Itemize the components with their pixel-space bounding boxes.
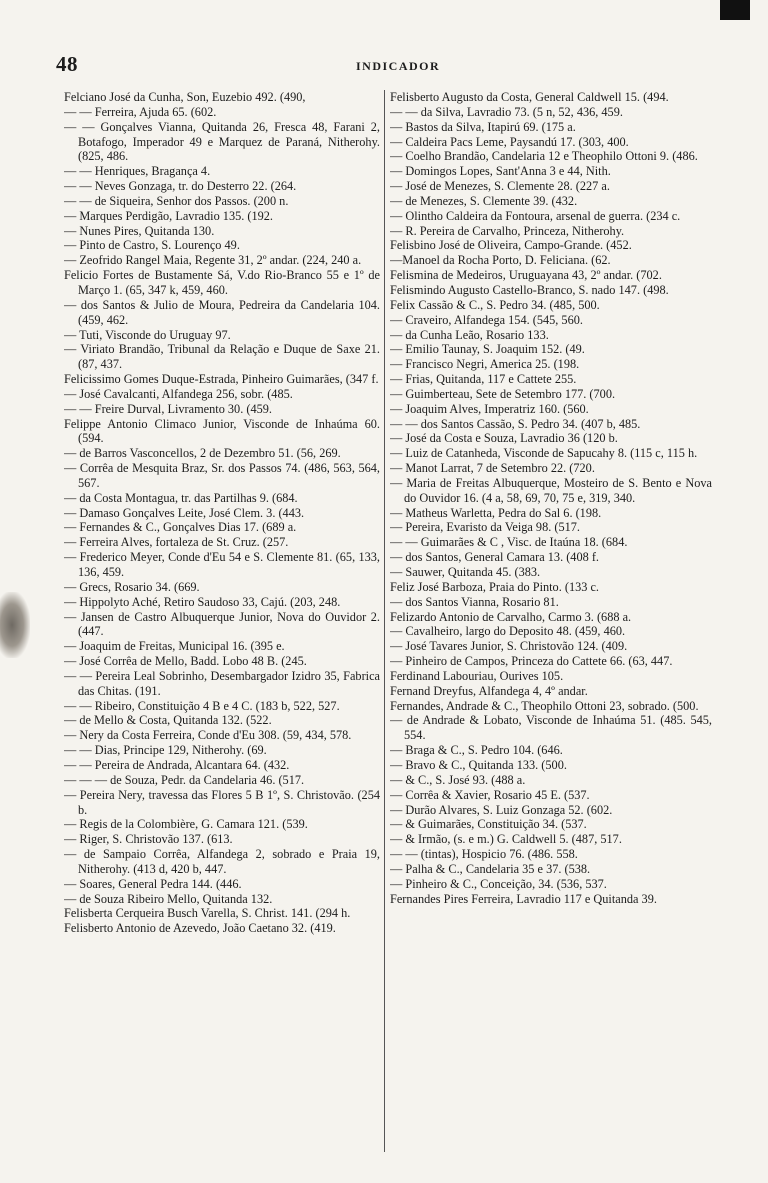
directory-entry: — de Mello & Costa, Quitanda 132. (522. bbox=[64, 713, 272, 728]
directory-entry: — R. Pereira de Carvalho, Princeza, Nitherohy. bbox=[390, 223, 625, 238]
directory-entry: Fernandes, Andrade & C., Theophilo Ottoni 23, sobrado. (500. bbox=[390, 698, 699, 713]
directory-entry: — — Dias, Principe 129, Nitherohy. (69. bbox=[64, 743, 267, 758]
directory-entry: — José Cavalcanti, Alfandega 256, sobr. (485. bbox=[64, 386, 293, 401]
directory-entry: — — de Siqueira, Senhor dos Passos. (200 n. bbox=[64, 193, 289, 208]
directory-entry: — — Henriques, Bragança 4. bbox=[64, 164, 211, 179]
directory-entry: — Ferreira Alves, fortaleza de St. Cruz. (257. bbox=[64, 535, 289, 550]
directory-entry: Felicissimo Gomes Duque-Estrada, Pinheiro Guimarães, (347 f. bbox=[64, 372, 379, 387]
directory-entry: — — — de Souza, Pedr. da Candelaria 46. (517. bbox=[64, 772, 305, 787]
directory-entry: — Braga & C., S. Pedro 104. (646. bbox=[390, 743, 563, 758]
directory-entry: Felippe Antonio Climaco Junior, Visconde de Inhaúma 60. (594. bbox=[64, 416, 380, 446]
directory-entry: — — Ribeiro, Constituição 4 B e 4 C. (183 b, 522, 527. bbox=[64, 698, 340, 713]
directory-entry: — — Pereira de Andrada, Alcantara 64. (432. bbox=[64, 757, 290, 772]
directory-entry: — Coelho Brandão, Candelaria 12 e Theophilo Ottoni 9. (486. bbox=[390, 149, 698, 164]
directory-entry: Felisbino José de Oliveira, Campo-Grande. (452. bbox=[390, 238, 632, 253]
page-header bbox=[56, 52, 716, 78]
directory-entry: — Palha & C., Candelaria 35 e 37. (538. bbox=[390, 861, 591, 876]
directory-entry: — Pinto de Castro, S. Lourenço 49. bbox=[64, 238, 240, 253]
directory-entry: Fernand Dreyfus, Alfandega 4, 4º andar. bbox=[390, 683, 588, 698]
directory-entry: — Fernandes & C., Gonçalves Dias 17. (689 a. bbox=[64, 520, 297, 535]
directory-entry: Felix Cassão & C., S. Pedro 34. (485, 500. bbox=[390, 297, 600, 312]
directory-entry: — Olintho Caldeira da Fontoura, arsenal de guerra. (234 c. bbox=[390, 208, 681, 223]
directory-entry: — Viriato Brandão, Tribunal da Relação e Duque de Saxe 21. (87, 437. bbox=[64, 342, 380, 372]
directory-entry: — Bastos da Silva, Itapirú 69. (175 a. bbox=[390, 119, 576, 134]
page-number: 48 bbox=[56, 52, 78, 76]
directory-entry: —Manoel da Rocha Porto, D. Feliciana. (62. bbox=[390, 253, 611, 268]
directory-entry: Felisberta Cerqueira Busch Varella, S. Christ. 141. (294 h. bbox=[64, 906, 351, 921]
directory-entry: Felismina de Medeiros, Uruguayana 43, 2º andar. (702. bbox=[390, 268, 662, 283]
directory-entry: Fernandes Pires Ferreira, Lavradio 117 e Quitanda 39. bbox=[390, 891, 657, 906]
directory-entry: — & Guimarães, Constituição 34. (537. bbox=[390, 817, 587, 832]
directory-entry: — Bravo & C., Quitanda 133. (500. bbox=[390, 757, 567, 772]
directory-entry: — Hippolyto Aché, Retiro Saudoso 33, Cajú. (203, 248. bbox=[64, 594, 341, 609]
directory-entry: — de Sampaio Corrêa, Alfandega 2, sobrado e Praia 19, Nitherohy. (413 d, 420 b, 447. bbox=[64, 847, 380, 876]
directory-entry: — Pereira Nery, travessa das Flores 5 B 1º, S. Christovão. (254 b. bbox=[64, 787, 380, 817]
directory-entry: — José Tavares Junior, S. Christovão 124. (409. bbox=[390, 639, 628, 654]
directory-entry: — — (tintas), Hospicio 76. (486. 558. bbox=[390, 847, 578, 862]
column-divider bbox=[384, 90, 385, 1152]
directory-entry: — & Irmão, (s. e m.) G. Caldwell 5. (487, 517. bbox=[390, 832, 622, 847]
directory-entry: — Frederico Meyer, Conde d'Eu 54 e S. Clemente 81. (65, 133, 136, 459. bbox=[64, 550, 380, 579]
directory-entry: — Pinheiro de Campos, Princeza do Cattete 66. (63, 447. bbox=[390, 654, 673, 669]
directory-entry: — Riger, S. Christovão 137. (613. bbox=[64, 832, 233, 847]
directory-entry: — José da Costa e Souza, Lavradio 36 (120 b. bbox=[390, 431, 618, 446]
directory-entry: — Craveiro, Alfandega 154. (545, 560. bbox=[390, 312, 583, 327]
directory-entry: — — dos Santos Cassão, S. Pedro 34. (407 b, 485. bbox=[390, 416, 641, 431]
directory-entry: — Grecs, Rosario 34. (669. bbox=[64, 579, 200, 594]
directory-entry: Felizardo Antonio de Carvalho, Carmo 3. (688 a. bbox=[390, 609, 632, 624]
directory-entry: Felciano José da Cunha, Son, Euzebio 492. (490, bbox=[64, 90, 306, 104]
directory-entry: — de Souza Ribeiro Mello, Quitanda 132. bbox=[64, 891, 273, 906]
directory-entry: — Matheus Warletta, Pedra do Sal 6. (198. bbox=[390, 505, 602, 520]
directory-entry: — Caldeira Pacs Leme, Paysandú 17. (303, 400. bbox=[390, 134, 629, 149]
directory-entry: — — Neves Gonzaga, tr. do Desterro 22. (264. bbox=[64, 179, 297, 194]
directory-entry: — de Menezes, S. Clemente 39. (432. bbox=[390, 193, 578, 208]
directory-entry: — José de Menezes, S. Clemente 28. (227 a. bbox=[390, 179, 610, 194]
directory-entry: — — Ferreira, Ajuda 65. (602. bbox=[64, 104, 217, 119]
directory-entry: — Maria de Freitas Albuquerque, Mosteiro de S. Bento e Nova do Ouvidor 16. (4 a, 58, 69, 70, 75 e, 319, 340. bbox=[390, 475, 712, 505]
directory-entry: Feliz José Barboza, Praia do Pinto. (133 c. bbox=[390, 579, 600, 594]
directory-entry: — Soares, General Pedra 144. (446. bbox=[64, 876, 242, 891]
directory-entry: — Pinheiro & C., Conceição, 34. (536, 537. bbox=[390, 876, 607, 891]
directory-entry: — Francisco Negri, America 25. (198. bbox=[390, 357, 580, 372]
directory-entry: — Zeofrido Rangel Maia, Regente 31, 2º andar. (224, 240 a. bbox=[64, 253, 362, 268]
ink-blot bbox=[720, 0, 750, 20]
directory-entry: Ferdinand Labouriau, Ourives 105. bbox=[390, 668, 564, 683]
directory-entry: — — Guimarães & C , Visc. de Itaúna 18. (684. bbox=[390, 535, 628, 550]
directory-entry: — Joaquim Alves, Imperatriz 160. (560. bbox=[390, 401, 589, 416]
directory-entry: — Domingos Lopes, Sant'Anna 3 e 44, Nith. bbox=[390, 164, 611, 179]
directory-entry: — Corrêa de Mesquita Braz, Sr. dos Passos 74. (486, 563, 564, 567. bbox=[64, 461, 380, 490]
directory-entry: Felisberto Antonio de Azevedo, João Caetano 32. (419. bbox=[64, 921, 336, 936]
directory-entry: — & C., S. José 93. (488 a. bbox=[390, 772, 526, 787]
directory-entry: — Nery da Costa Ferreira, Conde d'Eu 308. (59, 434, 578. bbox=[64, 728, 352, 743]
directory-entry: — Tuti, Visconde do Uruguay 97. bbox=[64, 327, 231, 342]
directory-entry: — — Pereira Leal Sobrinho, Desembargador Izidro 35, Fabrica das Chitas. (191. bbox=[64, 668, 380, 698]
directory-entry: — — Gonçalves Vianna, Quitanda 26, Fresca 48, Farani 2, Botafogo, Imperador 49 e Marquez de Paraná, Nitherohy. (825, 486. bbox=[64, 119, 380, 164]
directory-entry: — de Andrade & Lobato, Visconde de Inhaúma 51. (485. 545, 554. bbox=[390, 713, 712, 743]
directory-entry: Felisberto Augusto da Costa, General Caldwell 15. (494. bbox=[390, 90, 669, 104]
directory-entry: — — da Silva, Lavradio 73. (5 n, 52, 436, 459. bbox=[390, 104, 623, 119]
directory-entry: — José Corrêa de Mello, Badd. Lobo 48 B. (245. bbox=[64, 654, 307, 669]
directory-entry: — Sauwer, Quitanda 45. (383. bbox=[390, 565, 541, 579]
left-column bbox=[64, 90, 380, 1165]
directory-entry: — Pereira, Evaristo da Veiga 98. (517. bbox=[390, 520, 580, 535]
directory-entry: — Corrêa & Xavier, Rosario 45 E. (537. bbox=[390, 787, 590, 802]
directory-entry: — da Cunha Leão, Rosario 133. bbox=[390, 327, 549, 342]
directory-entry: — Luiz de Catanheda, Visconde de Sapucahy 8. (115 c, 115 h. bbox=[390, 446, 698, 461]
directory-entry: — Damaso Gonçalves Leite, José Clem. 3. (443. bbox=[64, 505, 305, 520]
directory-entry: — da Costa Montagua, tr. das Partilhas 9. (684. bbox=[64, 490, 298, 505]
directory-entry: — dos Santos, General Camara 13. (408 f. bbox=[390, 550, 599, 565]
directory-entry: — — Freire Durval, Livramento 30. (459. bbox=[64, 401, 272, 416]
directory-entry: Felismindo Augusto Castello-Branco, S. nado 147. (498. bbox=[390, 282, 669, 297]
directory-entry: Felicio Fortes de Bustamente Sá, V.do Rio-Branco 55 e 1º de Março 1. (65, 347 k, 459, 460. bbox=[64, 268, 380, 297]
paper-stain bbox=[0, 592, 30, 658]
directory-entry: — dos Santos Vianna, Rosario 81. bbox=[390, 594, 559, 609]
directory-entry: — Marques Perdigão, Lavradio 135. (192. bbox=[64, 208, 273, 223]
directory-entry: — Durão Alvares, S. Luiz Gonzaga 52. (602. bbox=[390, 802, 613, 817]
running-title: INDICADOR bbox=[356, 59, 441, 73]
directory-entry: — Regis de la Colombière, G. Camara 121. (539. bbox=[64, 817, 308, 832]
directory-entry: — Manot Larrat, 7 de Setembro 22. (720. bbox=[390, 461, 595, 476]
directory-entry: — Frias, Quitanda, 117 e Cattete 255. bbox=[390, 372, 577, 387]
directory-entry: — Cavalheiro, largo do Deposito 48. (459, 460. bbox=[390, 624, 626, 639]
directory-entry: — Jansen de Castro Albuquerque Junior, Nova do Ouvidor 2. (447. bbox=[64, 609, 380, 639]
directory-entry: — Emilio Taunay, S. Joaquim 152. (49. bbox=[390, 342, 585, 357]
directory-entry: — dos Santos & Julio de Moura, Pedreira da Candelaria 104. (459, 462. bbox=[64, 297, 380, 327]
right-column bbox=[390, 90, 712, 1165]
directory-entry: — Guimberteau, Sete de Setembro 177. (700. bbox=[390, 386, 616, 401]
directory-entry: — Nunes Pires, Quitanda 130. bbox=[64, 223, 215, 238]
directory-entry: — Joaquim de Freitas, Municipal 16. (395 e. bbox=[64, 639, 285, 654]
directory-entry: — de Barros Vasconcellos, 2 de Dezembro 51. (56, 269. bbox=[64, 446, 341, 461]
